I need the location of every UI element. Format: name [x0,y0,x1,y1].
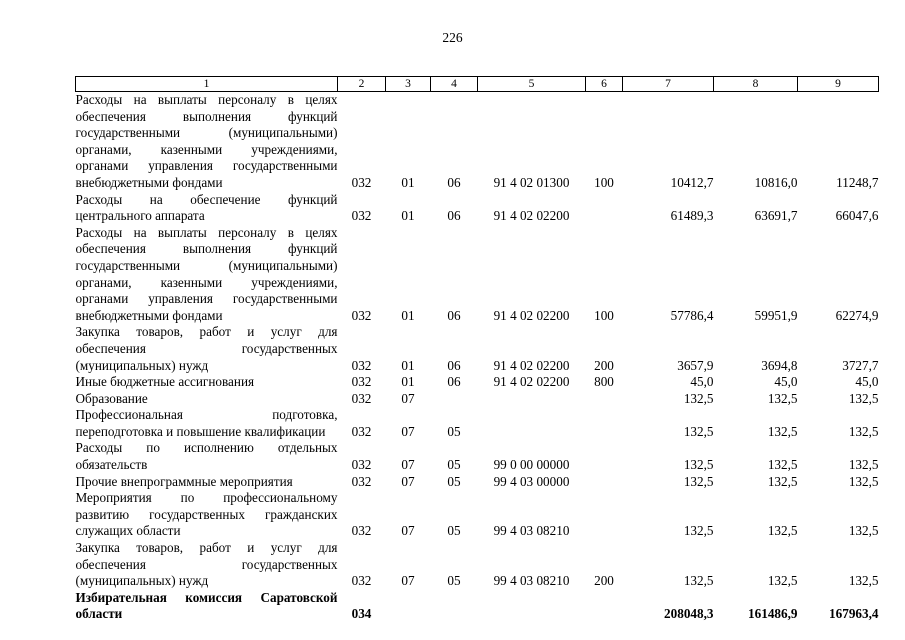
row-target-article-code: 91 4 02 02200 [493,208,570,224]
row-expense-name: Прочие внепрограммные мероприятия [75,473,293,489]
row-target-article-code [478,391,586,408]
row-amount-year1: 45,0 [690,374,714,390]
row-amount-year2: 3694,8 [761,357,798,373]
row-amount-year2: 132,5 [767,523,798,539]
budget-table [75,76,879,623]
row-section-code: 07 [401,573,415,589]
table-row [76,374,879,391]
row-subsection-code [431,590,478,623]
row-subsection-code: 06 [447,208,461,224]
row-amount-year3: 132,5 [848,423,879,439]
row-expense-name: Образование [75,390,148,406]
col-header-6: 6 [586,77,623,92]
row-grbs-code: 032 [351,174,372,190]
row-amount-year2: 132,5 [767,573,798,589]
row-expense-type-code [586,474,623,491]
row-expense-name: Расходы по исполнению отдельных обязательств [75,440,338,473]
row-section-code: 07 [401,473,415,489]
row-expense-type-code [586,391,623,408]
row-amount-year2: 10816,0 [754,174,798,190]
row-subsection-code: 06 [447,374,461,390]
row-amount-year3: 132,5 [848,523,879,539]
row-amount-year2: 132,5 [767,423,798,439]
row-amount-year3: 167963,4 [829,606,879,622]
row-expense-type-code: 800 [594,374,614,390]
table-row [76,490,879,540]
row-expense-type-code: 200 [594,357,614,373]
row-amount-year2: 132,5 [767,457,798,473]
row-expense-type-code: 100 [594,174,614,190]
row-amount-year1: 10412,7 [670,174,714,190]
row-subsection-code: 05 [447,473,461,489]
row-subsection-code: 06 [447,357,461,373]
table-row [76,440,879,473]
row-expense-name: Мероприятия по профессиональному развитию государственных гражданских служащих области [75,490,338,539]
row-section-code: 01 [401,357,415,373]
row-target-article-code [478,590,586,623]
row-target-article-code: 91 4 02 01300 [493,174,570,190]
col-header-2: 2 [338,77,386,92]
row-grbs-code: 032 [351,374,372,390]
row-amount-year3: 132,5 [848,390,879,406]
row-expense-name: Расходы на выплаты персоналу в целях обеспечения выполнения функций государственными (муниципальными) органами, казенными учреждениями, органами управления государственными внебюджетными фондами [75,92,338,190]
table-row [76,192,879,225]
row-target-article-code: 91 4 02 02200 [493,307,570,323]
row-amount-year2: 132,5 [767,390,798,406]
row-amount-year1: 61489,3 [670,208,714,224]
row-section-code: 01 [401,174,415,190]
row-amount-year2: 63691,7 [754,208,798,224]
col-header-4: 4 [431,77,478,92]
row-expense-name: Закупка товаров, работ и услуг для обеспечения государственных (муниципальных) нужд [75,540,338,589]
row-target-article-code: 91 4 02 02200 [493,357,570,373]
row-expense-name: Расходы на обеспечение функций центрального аппарата [75,191,338,224]
row-expense-type-code [586,490,623,540]
row-amount-year1: 132,5 [683,423,714,439]
row-amount-year1: 208048,3 [664,606,714,622]
col-header-3: 3 [386,77,431,92]
row-amount-year1: 132,5 [683,390,714,406]
col-header-8: 8 [714,77,798,92]
row-expense-name: Закупка товаров, работ и услуг для обеспечения государственных (муниципальных) нужд [75,324,338,373]
row-amount-year2: 161486,9 [748,606,798,622]
row-grbs-code: 032 [351,457,372,473]
row-grbs-code: 032 [351,357,372,373]
row-subsection-code: 06 [447,174,461,190]
row-expense-type-code [586,407,623,440]
table-header-row [76,77,879,92]
row-expense-type-code [586,440,623,473]
row-grbs-code: 032 [351,473,372,489]
row-amount-year1: 57786,4 [670,307,714,323]
table-row [76,590,879,623]
row-target-article-code: 99 4 03 00000 [493,473,570,489]
row-section-code: 07 [401,523,415,539]
row-section-code [386,590,431,623]
table-row [76,225,879,325]
row-target-article-code: 99 0 00 00000 [493,457,570,473]
row-subsection-code: 05 [447,573,461,589]
row-section-code: 07 [401,423,415,439]
page-number: 226 [442,30,463,45]
col-header-5: 5 [478,77,586,92]
row-grbs-code: 032 [351,390,372,406]
table-row [76,391,879,408]
col-header-7: 7 [623,77,714,92]
row-amount-year2: 45,0 [774,374,798,390]
row-amount-year3: 11248,7 [836,174,879,190]
row-target-article-code: 99 4 03 08210 [493,573,570,589]
table-row [76,407,879,440]
row-subsection-code: 06 [447,307,461,323]
row-section-code: 07 [401,457,415,473]
row-expense-type-code: 100 [594,307,614,323]
row-section-code: 07 [401,390,415,406]
row-subsection-code [431,391,478,408]
row-grbs-code: 032 [351,307,372,323]
row-amount-year3: 66047,6 [835,208,879,224]
row-target-article-code: 91 4 02 02200 [493,374,570,390]
row-amount-year2: 59951,9 [754,307,798,323]
table-row [76,474,879,491]
row-amount-year3: 45,0 [855,374,879,390]
row-expense-name: Иные бюджетные ассигнования [75,374,255,390]
col-header-9: 9 [798,77,879,92]
row-amount-year1: 132,5 [683,473,714,489]
row-expense-type-code [586,590,623,623]
row-amount-year2: 132,5 [767,473,798,489]
row-grbs-code: 032 [351,523,372,539]
row-section-code: 01 [401,374,415,390]
table-row [76,540,879,590]
row-subsection-code: 05 [447,423,461,439]
row-grbs-code: 032 [351,208,372,224]
table-row [76,92,879,192]
row-amount-year3: 132,5 [848,473,879,489]
row-expense-name: Избирательная комиссия Саратовской области [75,589,338,622]
row-amount-year3: 132,5 [848,573,879,589]
row-expense-type-code [586,192,623,225]
row-amount-year3: 3727,7 [842,357,879,373]
row-section-code: 01 [401,307,415,323]
row-amount-year3: 132,5 [848,457,879,473]
row-expense-name: Расходы на выплаты персоналу в целях обеспечения выполнения функций государственными (муниципальными) органами, казенными учреждениями, органами управления государственными внебюджетными фондами [75,224,338,323]
row-subsection-code: 05 [447,457,461,473]
row-grbs-code: 034 [351,606,372,622]
row-subsection-code: 05 [447,523,461,539]
row-amount-year1: 132,5 [683,573,714,589]
row-expense-type-code: 200 [594,573,614,589]
row-amount-year1: 132,5 [683,457,714,473]
table-body [76,92,879,624]
table-row [76,324,879,374]
row-amount-year3: 62274,9 [835,307,879,323]
row-amount-year1: 3657,9 [677,357,714,373]
row-grbs-code: 032 [351,423,372,439]
row-grbs-code: 032 [351,573,372,589]
row-amount-year1: 132,5 [683,523,714,539]
row-target-article-code: 99 4 03 08210 [493,523,570,539]
col-header-1: 1 [76,77,338,92]
row-section-code: 01 [401,208,415,224]
row-target-article-code [478,407,586,440]
row-expense-name: Профессиональная подготовка, переподготовка и повышение квалификации [75,407,338,439]
table-header [76,77,879,92]
